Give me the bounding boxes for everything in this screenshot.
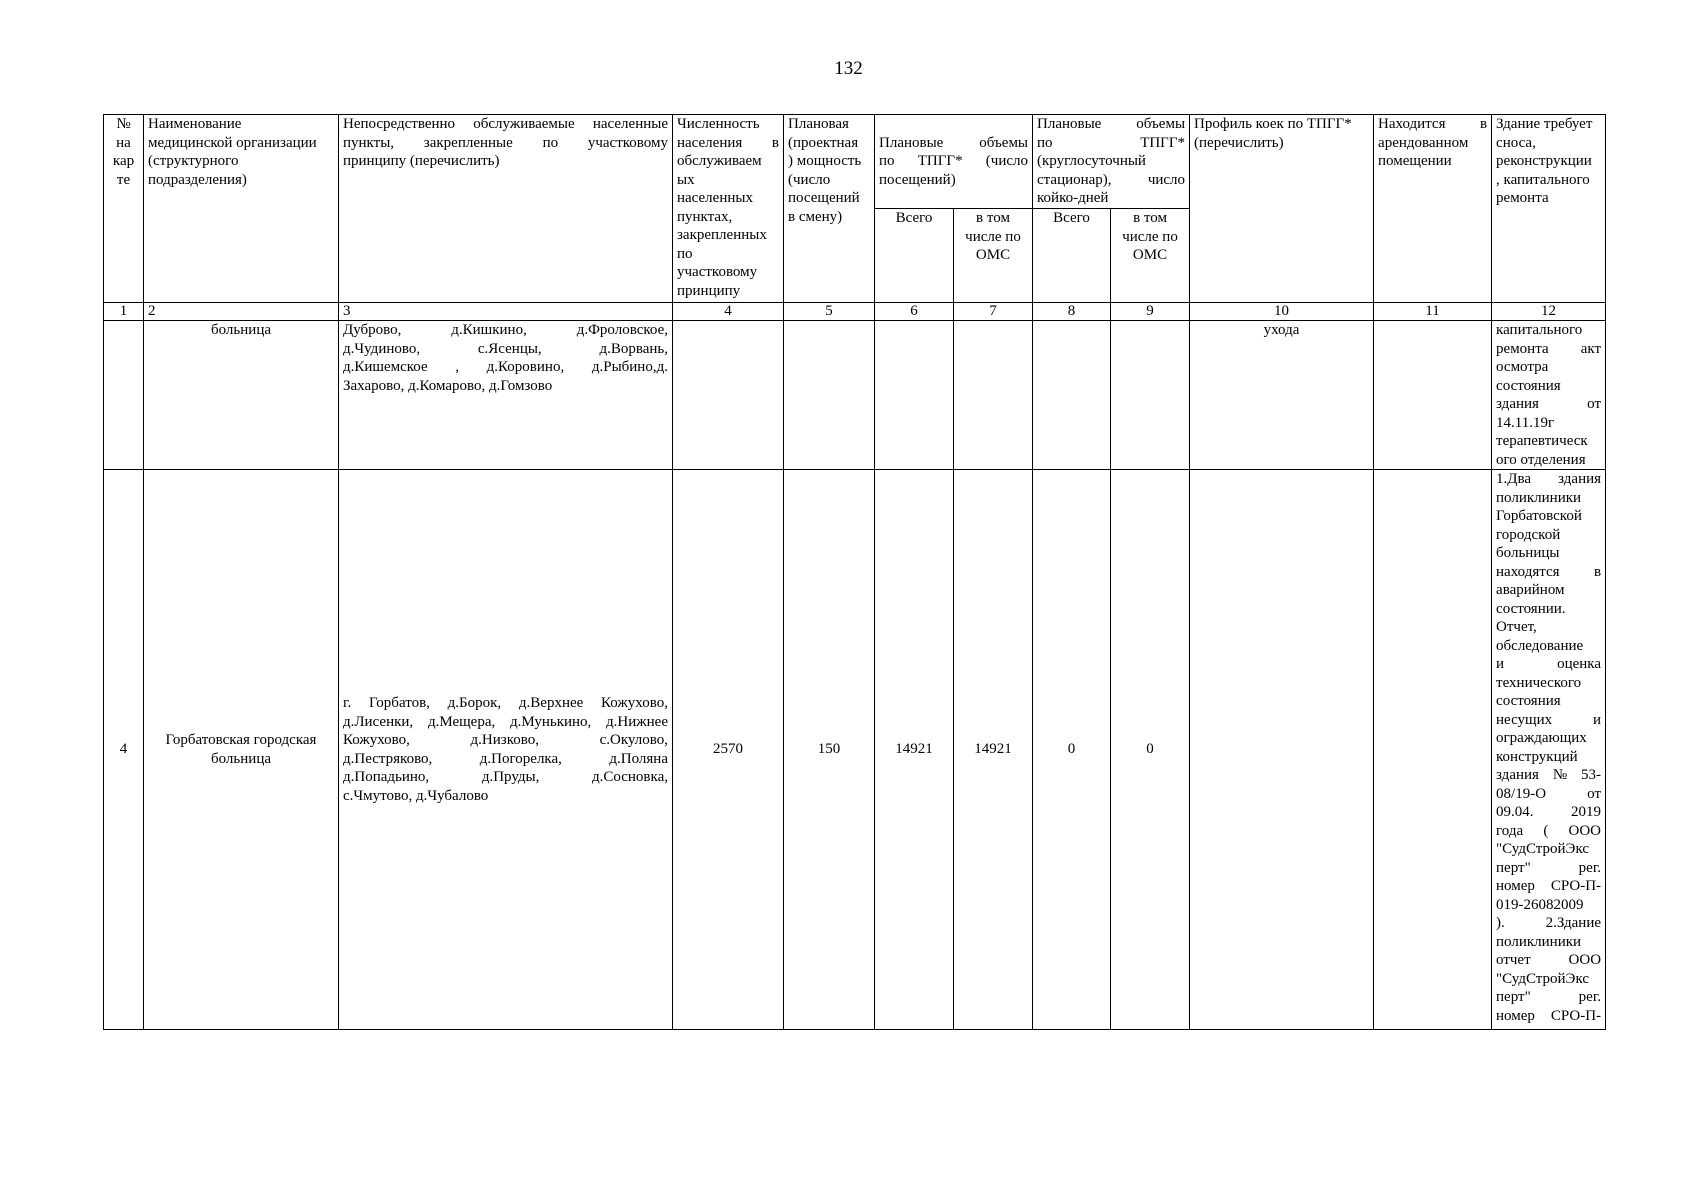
header-col-3: Непосредственно обслуживаемые населенные пункты, закрепленные по участковому принципу (перечислить) <box>339 115 673 303</box>
col-number: 11 <box>1374 303 1492 321</box>
cell-rented <box>1374 321 1492 470</box>
table-row <box>104 321 1606 470</box>
header-col-5: Плановая (проектная ) мощность (число посещений в смену) <box>784 115 875 303</box>
header-col-9: в том числе по ОМС <box>1111 209 1190 303</box>
header-col-12: Здание требует сноса, реконструкции , капитального ремонта <box>1492 115 1606 303</box>
cell-capacity <box>784 321 875 470</box>
col-number: 1 <box>104 303 144 321</box>
cell-bed-profile <box>1190 470 1374 1030</box>
cell-rented <box>1374 470 1492 1030</box>
cell-bed-profile: ухода <box>1190 321 1374 470</box>
cell-bed-days-total <box>1033 321 1111 470</box>
cell-name: Горбатовская городская больница <box>144 470 339 1030</box>
col-number: 2 <box>144 303 339 321</box>
header-col-10: Профиль коек по ТПГГ* (перечислить) <box>1190 115 1374 303</box>
cell-name: больница <box>144 321 339 470</box>
cell-visits-total <box>875 321 954 470</box>
table-row <box>104 470 1606 1030</box>
header-col-4: Численность населения в обслуживаем ых населенных пунктах, закрепленных по участковому принципу <box>673 115 784 303</box>
cell-bed-days-oms <box>1111 321 1190 470</box>
col-number: 9 <box>1111 303 1190 321</box>
cell-visits-oms: 14921 <box>954 470 1033 1030</box>
col-number: 4 <box>673 303 784 321</box>
cell-num <box>104 321 144 470</box>
col-number: 5 <box>784 303 875 321</box>
cell-capacity: 150 <box>784 470 875 1030</box>
header-col-6: Всего <box>875 209 954 303</box>
medical-organizations-table <box>103 114 1606 1030</box>
cell-building: 1.Два здания поликлиники Горбатовской городской больницы находятся в аварийном состоянии. Отчет, обследование и оценка технического состояния несущих и ограждающих конструкций здания № 53- 08/19-О от 09.04. 2019 года ( ООО "СудСтройЭкс перт" рег. номер СРО-П- 019-26082009 ). 2.Здание поликлиники отчет ООО "СудСтройЭкс перт" рег. номер СРО-П- <box>1492 470 1606 1030</box>
col-number: 8 <box>1033 303 1111 321</box>
cell-bed-days-oms: 0 <box>1111 470 1190 1030</box>
cell-population <box>673 321 784 470</box>
cell-num: 4 <box>104 470 144 1030</box>
header-col-7: в том числе по ОМС <box>954 209 1033 303</box>
col-number: 3 <box>339 303 673 321</box>
cell-population: 2570 <box>673 470 784 1030</box>
cell-building: капитального ремонта акт осмотра состояния здания от 14.11.19г терапевтическ ого отделения <box>1492 321 1606 470</box>
header-col-11: Находится в арендованном помещении <box>1374 115 1492 303</box>
table-header-row <box>104 115 1606 209</box>
cell-settlements: Дуброво, д.Кишкино, д.Фроловское, д.Чудиново, с.Ясенцы, д.Ворвань, д.Кишемское , д.Коровино, д.Рыбино,д. Захарово, д.Комарово, д.Гомзово <box>339 321 673 470</box>
header-col-6-7: Плановые объемы по ТПГГ* (число посещений) <box>875 115 1033 209</box>
header-col-1: № на кар те <box>104 115 144 303</box>
page-number: 132 <box>834 58 863 79</box>
cell-bed-days-total: 0 <box>1033 470 1111 1030</box>
col-number: 10 <box>1190 303 1374 321</box>
col-number: 12 <box>1492 303 1606 321</box>
column-numbers-row <box>104 303 1606 321</box>
col-number: 6 <box>875 303 954 321</box>
cell-visits-total: 14921 <box>875 470 954 1030</box>
cell-visits-oms <box>954 321 1033 470</box>
header-col-8-9: Плановые объемы по ТПГГ* (круглосуточный стационар), число койко-дней <box>1033 115 1190 209</box>
cell-settlements: г. Горбатов, д.Борок, д.Верхнее Кожухово, д.Лисенки, д.Мещера, д.Мунькино, д.Нижнее Кожухово, д.Низково, с.Окулово, д.Пестряково, д.Погорелка, д.Поляна д.Попадьино, д.Пруды, д.Сосновка, с.Чмутово, д.Чубалово <box>339 470 673 1030</box>
col-number: 7 <box>954 303 1033 321</box>
header-col-2: Наименование медицинской организации (структурного подразделения) <box>144 115 339 303</box>
header-col-8: Всего <box>1033 209 1111 303</box>
